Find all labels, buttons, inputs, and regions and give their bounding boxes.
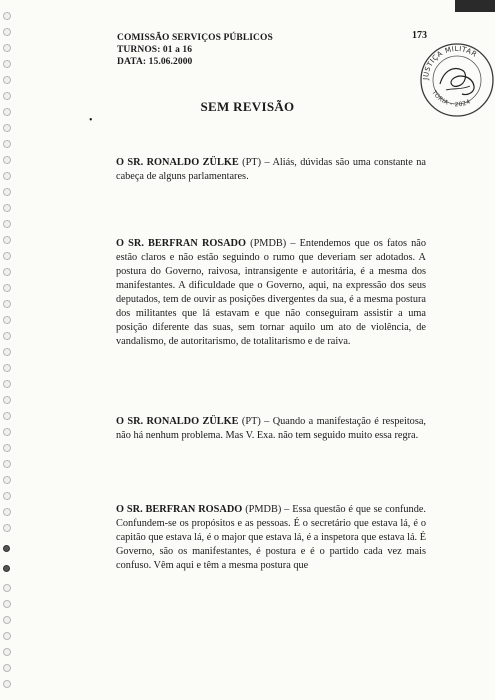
header-shifts: TURNOS: 01 a 16 [117, 45, 193, 55]
speaker-name: O SR. BERFRAN ROSADO [116, 504, 243, 515]
stamp-bottom-text: TORIA - 2024 [430, 89, 472, 109]
speaker-party: (PT) [241, 416, 261, 427]
speech-text: – Essa questão é que se confunde. Confundem-se os propósitos e as pessoas. É o secretário que estava lá, é o capitão que estava lá, é o major que estava lá, é a inspetora que estava lá. É Governo, são os manifestantes, é postura e é o partido cada vez mais confuso. Vêm aqui e têm a mesma postura que [116, 504, 426, 571]
speaker-party: (PMDB) [245, 504, 282, 515]
svg-text:JUSTIÇA MILITAR [422, 45, 478, 81]
page-title: SEM REVISÃO [200, 99, 295, 114]
stamp-top-text: JUSTIÇA MILITAR [421, 44, 479, 81]
speech-text: – Quando a manifestação é respeitosa, não há nenhum problema. Mas V. Exa. não tem seguido muito essa regra. [116, 416, 426, 441]
speech-paragraph [116, 415, 426, 443]
margin-mark: • [89, 115, 93, 126]
document-header [117, 32, 273, 68]
speaker-name: O SR. RONALDO ZÜLKE [116, 416, 239, 427]
speaker-name: O SR. RONALDO ZÜLKE [116, 157, 239, 168]
speaker-party: (PMDB) [250, 238, 287, 249]
speaker-party: (PT) [242, 157, 262, 168]
signature-scribble [440, 69, 474, 95]
page-number: 173 [412, 30, 427, 41]
speech-paragraph [116, 237, 426, 349]
header-date: DATA: 15.06.2000 [117, 57, 193, 67]
speech-paragraph [116, 503, 426, 573]
speaker-name: O SR. BERFRAN ROSADO [116, 238, 246, 249]
speech-text: – Aliás, dúvidas são uma constante na cabeça de alguns parlamentares. [116, 157, 427, 182]
scan-edge-shadow [455, 0, 495, 12]
header-commission: COMISSÃO SERVIÇOS PÚBLICOS [117, 33, 273, 43]
speech-paragraph [116, 156, 426, 184]
speech-text: – Entendemos que os fatos não estão claros e não estão seguindo o rumo que deveriam ser adotados. A postura do Governo, raivosa, intransigente e autoritária, é a mesma dos manifestantes. A dificuldade que o Governo, aqui, na expressão dos seus deputados, tem de ouvir as posições divergentes da sua, é a mesma postura dos militantes que lá estavam e que não conseguiram assistir a uma posição diferente das suas, sem tornar aquilo um ato de violência, de vandalismo, de autoritarismo, de totalitarismo e de raiva. [116, 238, 427, 347]
